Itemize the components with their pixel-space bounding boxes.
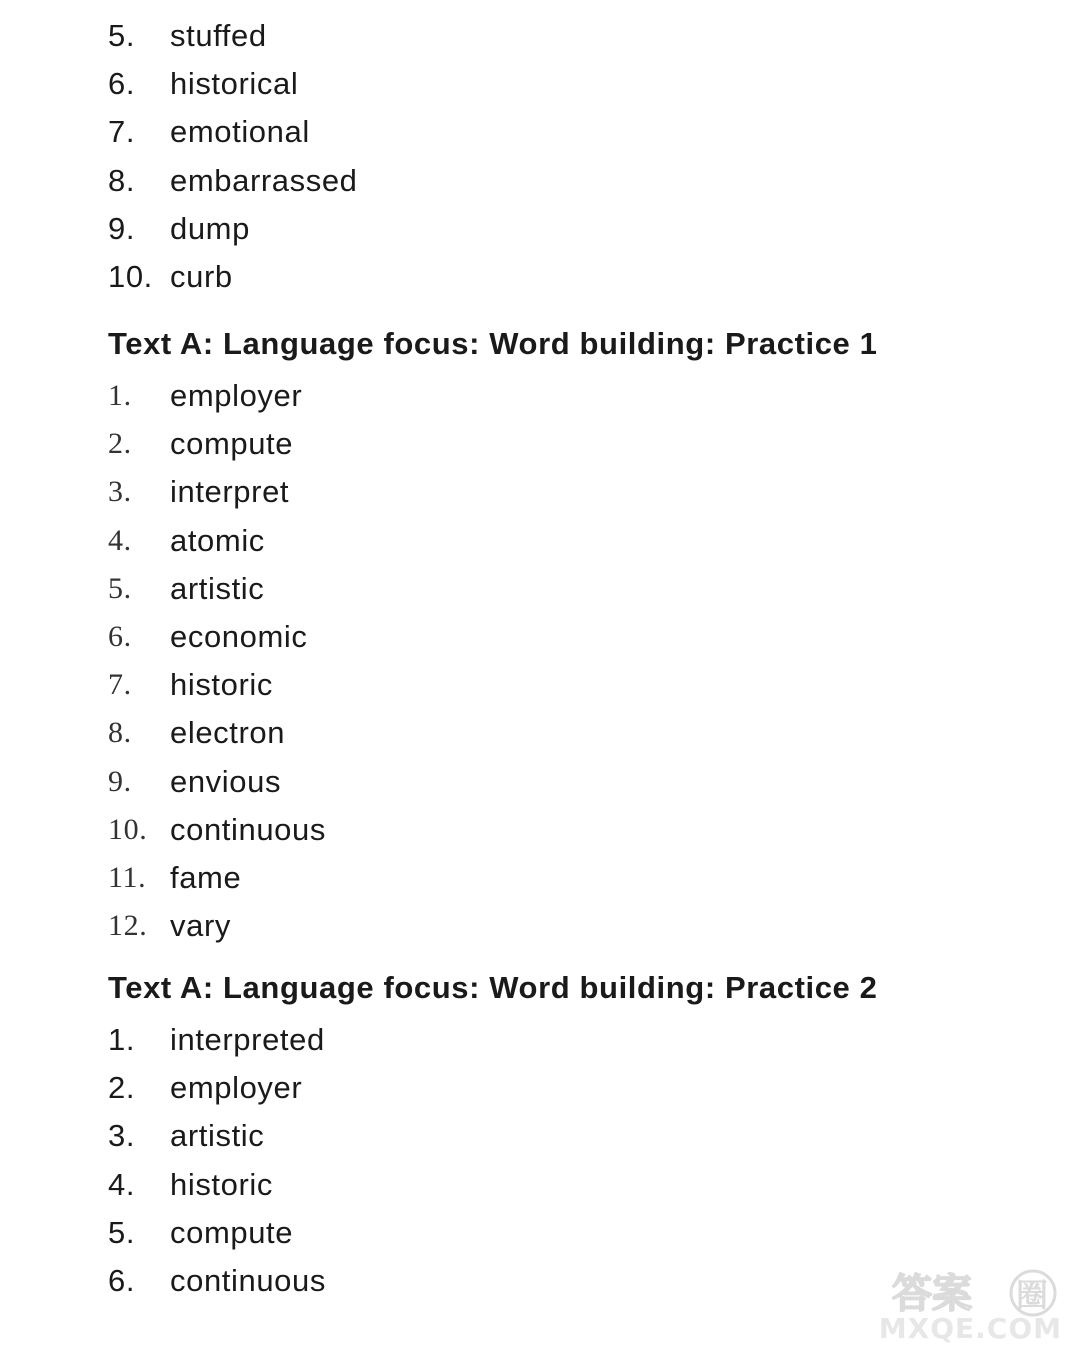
item-number: 10. [108,812,148,846]
previous-answers-section [108,12,1020,301]
list-item [108,420,1020,468]
item-number: 1. [108,1022,136,1058]
item-number: 2. [108,427,132,461]
section-heading: Text A: Language focus: Word building: Practice 2 [108,970,878,1005]
list-item [108,902,1020,950]
item-number: 8. [108,162,136,198]
watermark-logo [878,1259,1068,1345]
item-number: 8. [108,716,132,750]
practice-2-section [108,960,1020,1305]
list-item [108,1064,1020,1112]
list-item [108,854,1020,902]
item-answer: envious [170,763,282,799]
item-answer: interpret [170,474,290,510]
item-number: 4. [108,523,132,557]
item-number: 3. [108,1118,136,1154]
item-answer: compute [170,426,294,462]
item-answer: emotional [170,114,310,150]
item-answer: interpreted [170,1022,325,1058]
item-answer: employer [170,378,303,414]
list-item [108,1016,1020,1064]
answer-list [108,372,1020,950]
list-item [108,758,1020,806]
list-item [108,1161,1020,1209]
item-answer: artistic [170,1118,265,1154]
item-number: 6. [108,620,132,654]
item-number: 5. [108,1214,136,1250]
list-item [108,1257,1020,1305]
item-answer: electron [170,715,286,751]
list-item [108,372,1020,420]
list-item [108,253,1020,301]
item-number: 9. [108,764,132,798]
practice-1-section [108,316,1020,950]
item-answer: atomic [170,522,265,558]
item-number: 4. [108,1166,136,1202]
item-answer: artistic [170,570,265,606]
list-item [108,661,1020,709]
item-answer: continuous [170,1263,326,1299]
item-answer: economic [170,619,308,655]
item-number: 6. [108,1263,136,1299]
list-item [108,709,1020,757]
item-number: 10. [108,259,153,295]
item-answer: historic [170,667,273,703]
list-item [108,157,1020,205]
item-answer: curb [170,259,233,295]
list-item [108,205,1020,253]
item-number: 11. [108,860,147,894]
item-number: 7. [108,114,136,150]
item-answer: historic [170,1166,273,1202]
item-answer: compute [170,1214,294,1250]
item-answer: embarrassed [170,162,358,198]
list-item [108,517,1020,565]
list-item [108,565,1020,613]
item-number: 1. [108,379,132,413]
answer-list [108,12,1020,301]
answer-list [108,1016,1020,1305]
list-item [108,468,1020,516]
item-answer: stuffed [170,18,267,54]
list-item [108,108,1020,156]
item-number: 6. [108,66,136,102]
item-number: 5. [108,571,132,605]
section-heading: Text A: Language focus: Word building: Practice 1 [108,326,878,361]
item-number: 2. [108,1070,136,1106]
item-number: 7. [108,668,132,702]
item-answer: historical [170,66,299,102]
item-answer: vary [170,908,231,944]
item-number: 3. [108,475,132,509]
list-item [108,806,1020,854]
list-item [108,613,1020,661]
list-item [108,1209,1020,1257]
list-item [108,60,1020,108]
list-item [108,12,1020,60]
item-number: 12. [108,909,148,943]
item-answer: continuous [170,811,326,847]
item-answer: fame [170,859,242,895]
item-number: 9. [108,210,136,246]
item-answer: dump [170,210,250,246]
watermark-site-text: MXQE.COM [878,1312,1062,1345]
item-number: 5. [108,18,136,54]
item-answer: employer [170,1070,303,1106]
watermark-circle-glyph: 圈 [1016,1276,1049,1314]
watermark-glyphs: 答案 [892,1271,972,1317]
list-item [108,1112,1020,1160]
